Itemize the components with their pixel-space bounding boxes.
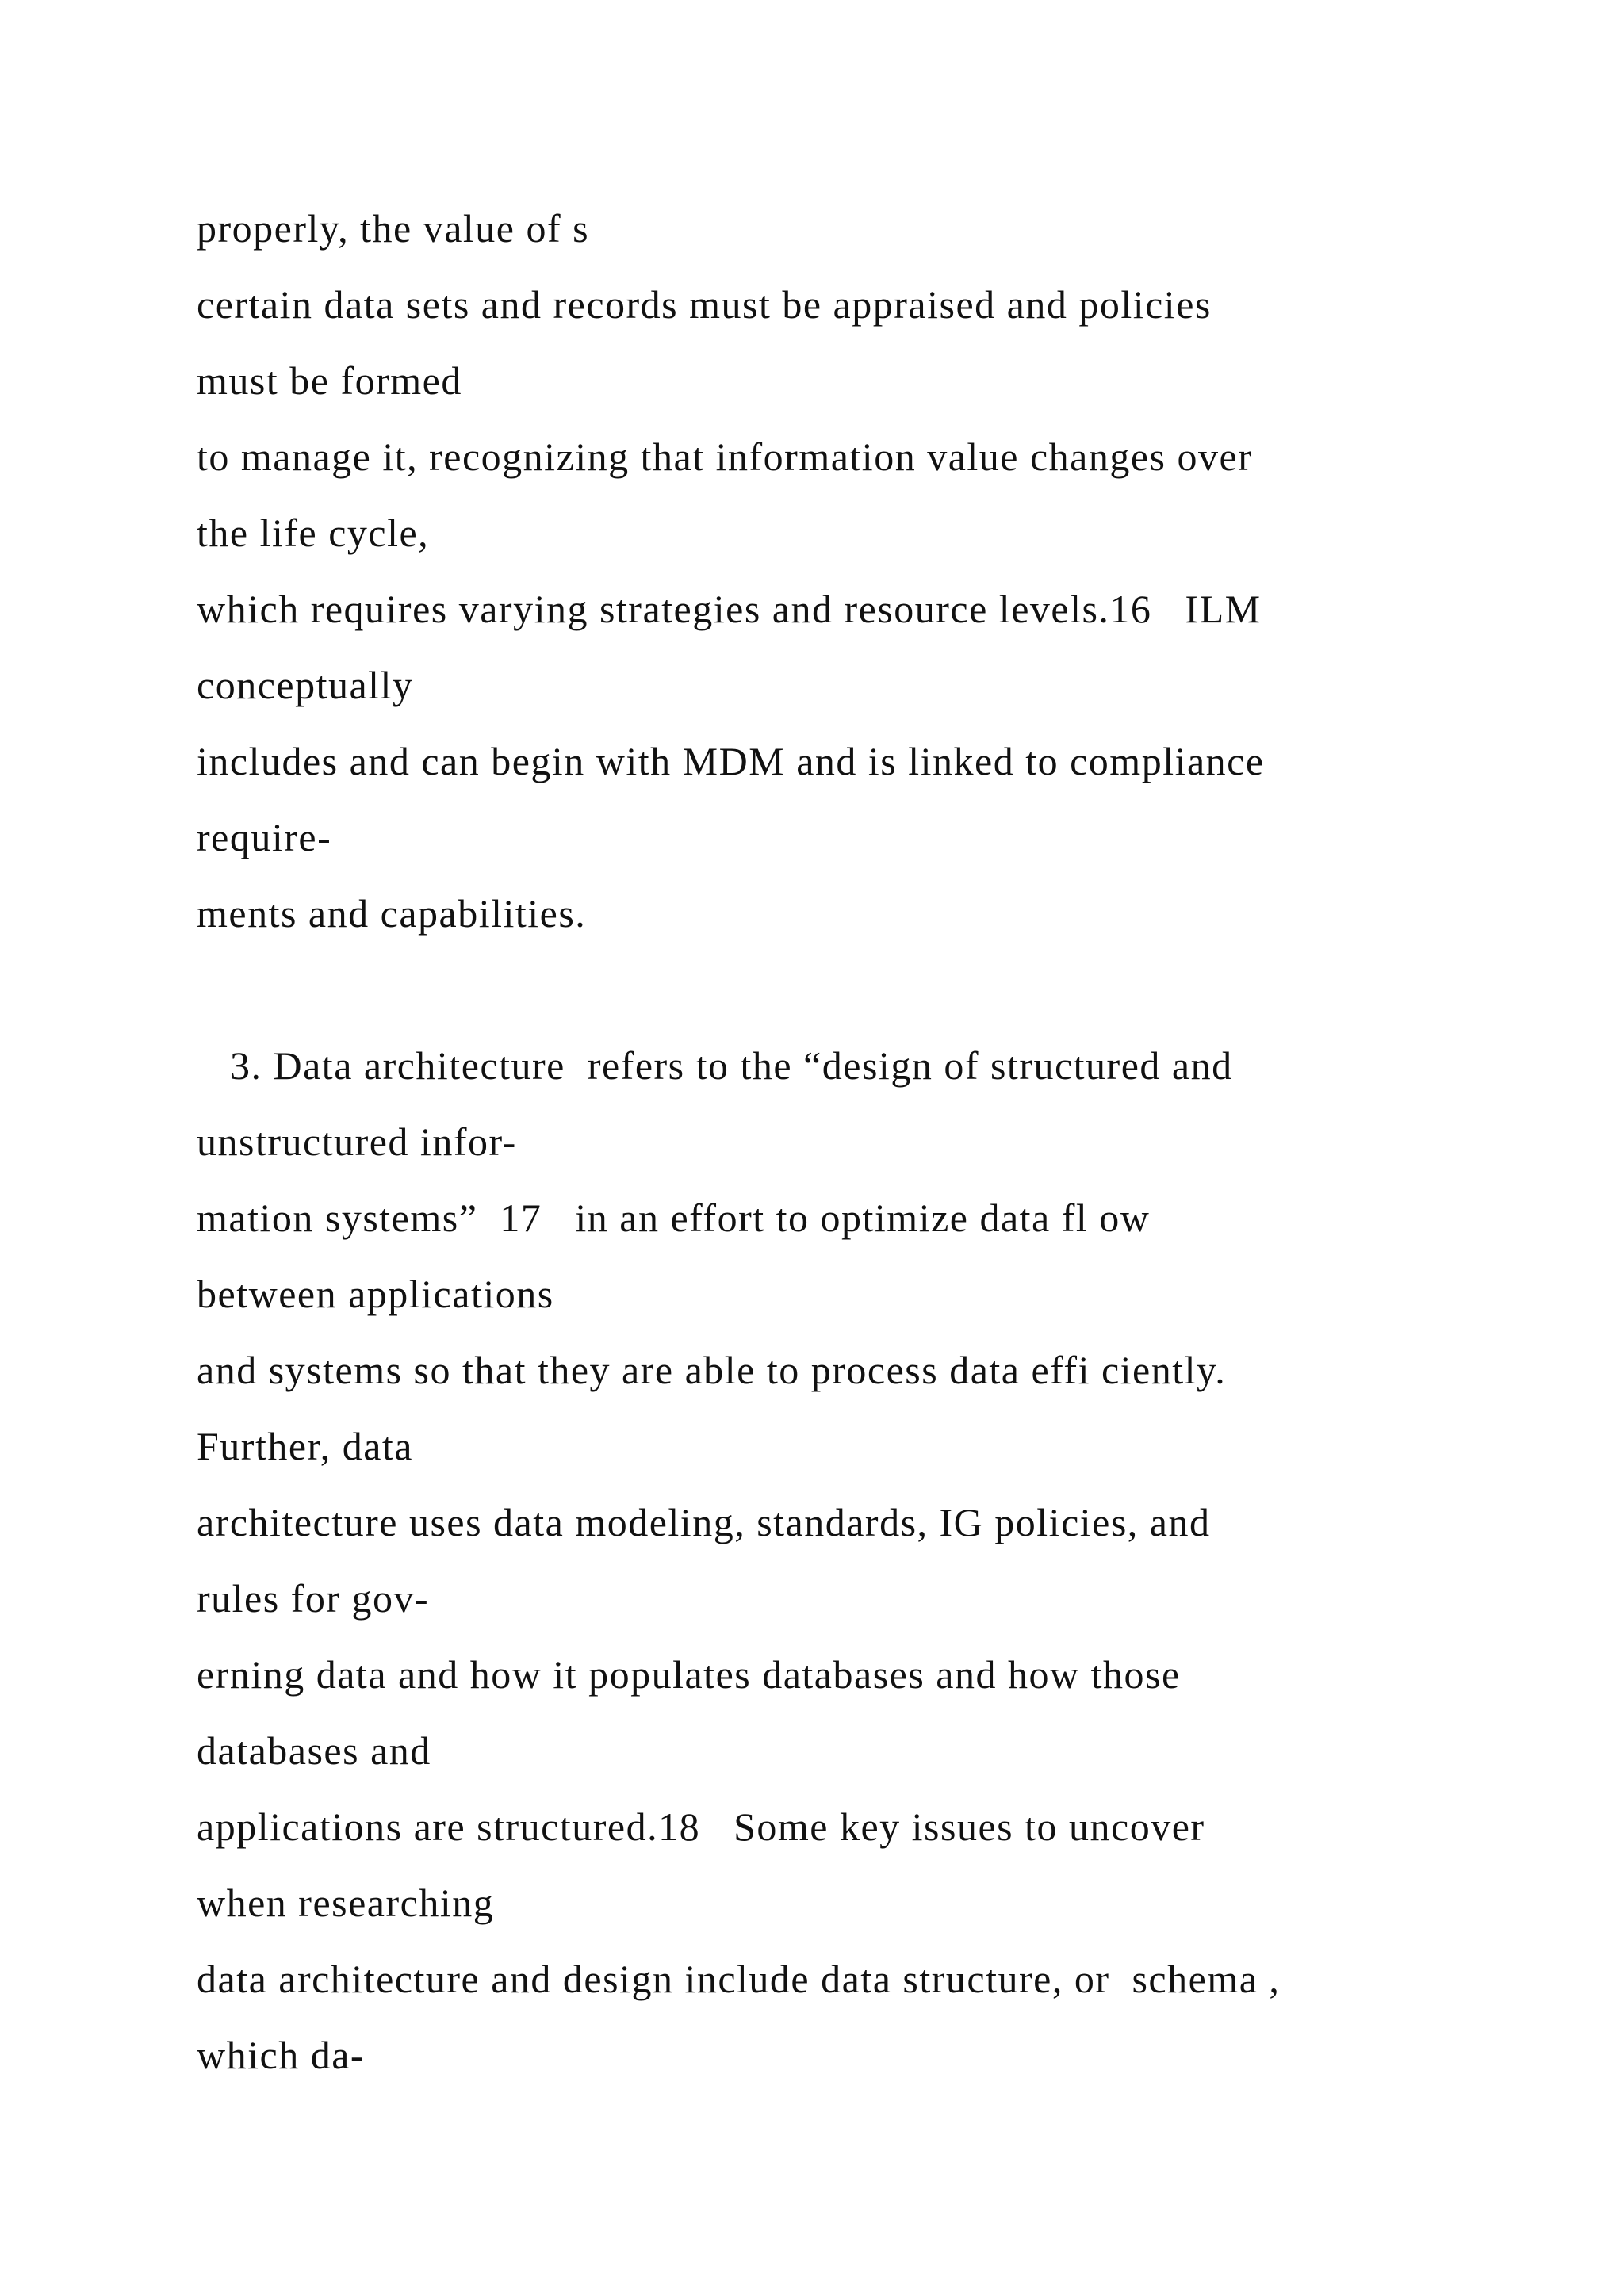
text-line: data architecture and design include data structure, or schema ,: [197, 1957, 1281, 2001]
text-line: to manage it, recognizing that information value changes over: [197, 434, 1253, 479]
text-line: rules for gov-: [197, 1576, 430, 1621]
text-line: properly, the value of s: [197, 206, 590, 251]
text-line: when researching: [197, 1881, 495, 1925]
text-line: which da-: [197, 2033, 366, 2077]
text-line: conceptually: [197, 663, 414, 707]
text-line: includes and can begin with MDM and is linked to compliance: [197, 739, 1265, 783]
text-line: erning data and how it populates databases and how those: [197, 1652, 1181, 1697]
text-line: 3. Data architecture refers to the “design of structured and: [197, 1043, 1233, 1088]
text-line: unstructured infor-: [197, 1119, 517, 1164]
paragraph-spacer: [197, 951, 1545, 1027]
paragraph-1: [197, 190, 1545, 951]
text-line: and systems so that they are able to process data effi ciently.: [197, 1348, 1227, 1392]
text-line: require-: [197, 815, 332, 859]
text-line: databases and: [197, 1728, 431, 1773]
text-line: between applications: [197, 1272, 554, 1316]
text-line: certain data sets and records must be appraised and policies: [197, 282, 1212, 327]
text-line: architecture uses data modeling, standards, IG policies, and: [197, 1500, 1211, 1544]
text-line: applications are structured.18 Some key issues to uncover: [197, 1804, 1205, 1849]
text-line: must be formed: [197, 358, 462, 403]
text-line: the life cycle,: [197, 511, 430, 555]
text-line: mation systems” 17 in an effort to optimize data fl ow: [197, 1196, 1151, 1240]
text-line: which requires varying strategies and resource levels.16 ILM: [197, 587, 1262, 631]
body-text: [197, 190, 1545, 2093]
text-line: Further, data: [197, 1424, 413, 1468]
paragraph-2: [197, 1027, 1545, 2093]
text-line: ments and capabilities.: [197, 891, 587, 936]
